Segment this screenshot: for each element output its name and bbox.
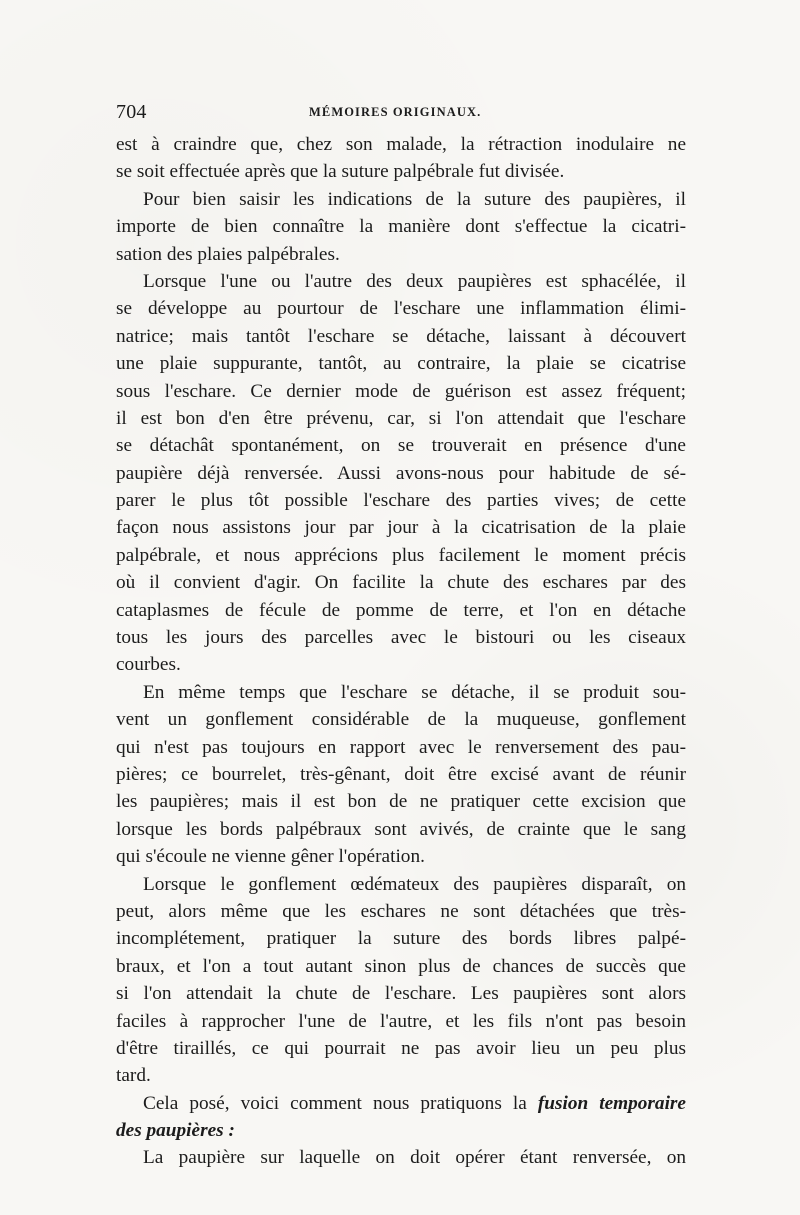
text-line: vent un gonflement considérable de la muqueuse, gonflement <box>116 709 686 731</box>
text-line: se détachât spontanément, on se trouverait en présence d'une <box>116 435 686 457</box>
body-text <box>116 131 686 1172</box>
text-line: si l'on attendait la chute de l'eschare. Les paupières sont alors <box>116 983 686 1005</box>
text-line: où il convient d'agir. On facilite la chute des eschares par des <box>116 572 686 594</box>
text-line: une plaie suppurante, tantôt, au contraire, la plaie se cicatrise <box>116 353 686 375</box>
text-line-with-italic <box>116 1090 686 1117</box>
text-line: En même temps que l'eschare se détache, il se produit sou- <box>143 681 686 703</box>
text-line: les paupières; mais il est bon de ne pratiquer cette excision que <box>116 791 686 813</box>
text-line: Pour bien saisir les indications de la suture des paupières, il <box>143 188 686 210</box>
page-header <box>116 100 696 124</box>
text-line: façon nous assistons jour par jour à la cicatrisation de la plaie <box>116 517 686 539</box>
text-line: est à craindre que, chez son malade, la rétraction inodulaire ne <box>116 134 686 155</box>
text-line: tard. <box>116 1065 151 1087</box>
text-line: sous l'eschare. Ce dernier mode de guérison est assez fréquent; <box>116 380 686 402</box>
text-line: braux, et l'on a tout autant sinon plus de chances de succès que <box>116 955 686 977</box>
text-line: courbes. <box>116 654 181 676</box>
text-line: des paupières : <box>116 1120 235 1142</box>
text-line: incomplétement, pratiquer la suture des bords libres palpé- <box>116 928 686 950</box>
text-line: paupière déjà renversée. Aussi avons-nous pour habitude de sé- <box>116 462 686 484</box>
text-line: d'être tiraillés, ce qui pourrait ne pas avoir lieu un peu plus <box>116 1037 686 1059</box>
text-line: lorsque les bords palpébraux sont avivés, de crainte que le sang <box>116 818 686 840</box>
text-line: parer le plus tôt possible l'eschare des parties vives; de cette <box>116 490 686 512</box>
page-number: 704 <box>116 101 147 123</box>
running-head: MÉMOIRES ORIGINAUX. <box>309 105 482 119</box>
text-line: faciles à rapprocher l'une de l'autre, et les fils n'ont pas besoin <box>116 1010 686 1032</box>
text-line: Lorsque l'une ou l'autre des deux paupières est sphacélée, il <box>143 270 686 292</box>
text-line: sation des plaies palpébrales. <box>116 243 340 265</box>
text-line: La paupière sur laquelle on doit opérer étant renversée, on <box>143 1147 686 1169</box>
text-line: natrice; mais tantôt l'eschare se détache, laissant à découvert <box>116 325 686 347</box>
text-line: palpébrale, et nous apprécions plus facilement le moment précis <box>116 544 686 566</box>
text-line: tous les jours des parcelles avec le bistouri ou les ciseaux <box>116 627 686 649</box>
text-line: se développe au pourtour de l'eschare une inflammation élimi- <box>116 298 686 320</box>
text-line: il est bon d'en être prévenu, car, si l'on attendait que l'eschare <box>116 407 686 429</box>
text-line: Lorsque le gonflement œdémateux des paupières disparaît, on <box>143 873 686 895</box>
text-line: se soit effectuée après que la suture palpébrale fut divisée. <box>116 161 565 183</box>
text-line: importe de bien connaître la manière dont s'effectue la cicatri- <box>116 216 686 238</box>
italic-term: fusion temporaire <box>537 1092 686 1114</box>
text-line: cataplasmes de fécule de pomme de terre, et l'on en détache <box>116 599 686 621</box>
text-segment: Cela posé, voici comment nous pratiquons la <box>143 1092 527 1114</box>
text-line: qui n'est pas toujours en rapport avec le renversement des pau- <box>116 736 686 758</box>
text-line: pières; ce bourrelet, très-gênant, doit être excisé avant de réunir <box>116 763 686 785</box>
text-line: qui s'écoule ne vienne gêner l'opération. <box>116 846 425 868</box>
text-line: peut, alors même que les eschares ne sont détachées que très- <box>116 900 686 922</box>
